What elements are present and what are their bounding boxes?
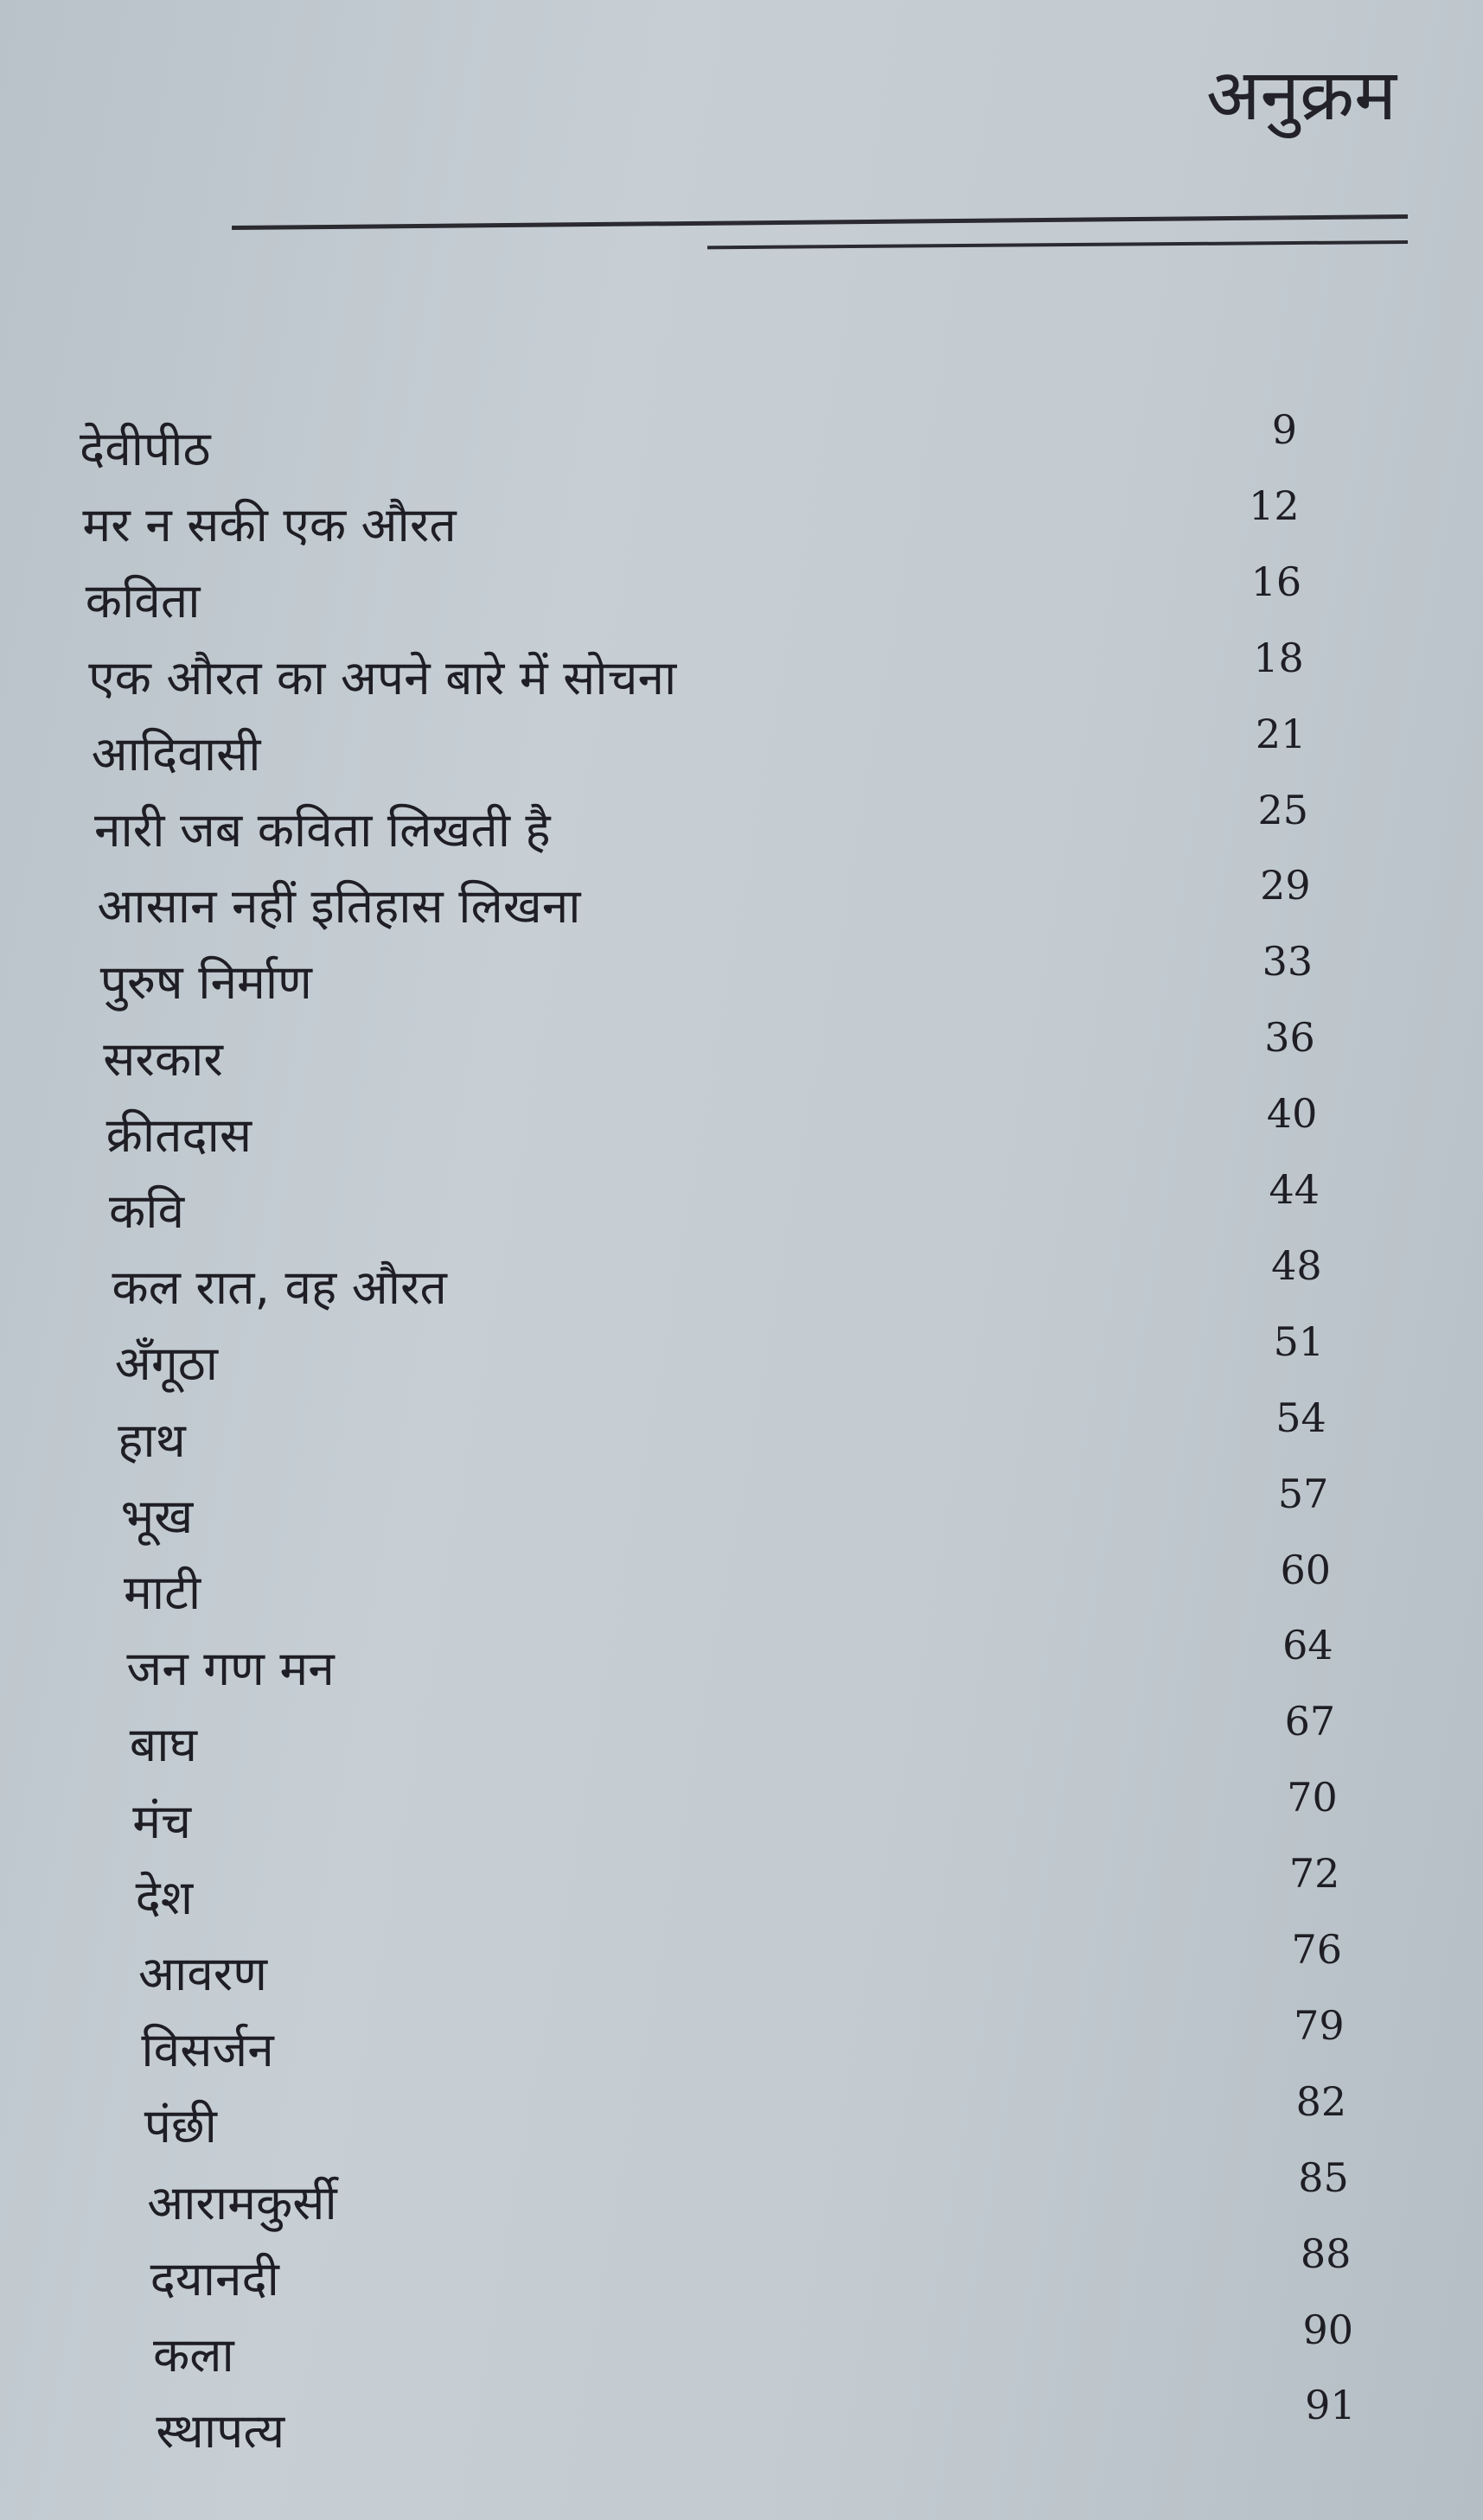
- toc-entry-title: क्रीतदास: [105, 1107, 252, 1163]
- toc-entry-page: 29: [1260, 862, 1311, 909]
- toc-entry-page: 85: [1298, 2153, 1349, 2201]
- toc-entry-title: पुरुष निर्माण: [99, 954, 312, 1011]
- toc-entry-page: 91: [1305, 2382, 1356, 2429]
- toc-entry-page: 12: [1249, 482, 1300, 529]
- toc-entry-page: 90: [1302, 2306, 1353, 2353]
- toc-entry-page: 82: [1295, 2077, 1347, 2125]
- toc-entry-page: 76: [1291, 1926, 1342, 1973]
- toc-entry-title: आवरण: [138, 1946, 268, 2001]
- toc-entry-page: 88: [1300, 2230, 1352, 2277]
- toc-entry-title: अँगूठा: [114, 1336, 218, 1392]
- toc-entry-title: हाथ: [118, 1412, 186, 1468]
- toc-entry-page: 57: [1277, 1470, 1329, 1517]
- toc-entry-page: 72: [1288, 1850, 1340, 1898]
- toc-entry-title: विसर्जन: [141, 2022, 274, 2078]
- toc-entry-title: आसान नहीं इतिहास लिखना: [97, 878, 581, 935]
- toc-entry-title: दयानदी: [150, 2250, 279, 2306]
- toc-entry-title: आरामकुर्सी: [147, 2174, 337, 2230]
- toc-entry-page: 54: [1275, 1394, 1326, 1441]
- title-rule-short: [707, 240, 1408, 249]
- toc-entry-page: 36: [1264, 1014, 1315, 1062]
- toc-entry-page: 51: [1273, 1317, 1325, 1365]
- toc-entry-title: कवि: [109, 1183, 185, 1239]
- toc-entry-page: 70: [1287, 1774, 1338, 1821]
- toc-entry-page: 60: [1280, 1546, 1331, 1593]
- toc-entry-page: 18: [1253, 634, 1304, 681]
- toc-entry-title: मंच: [132, 1793, 192, 1849]
- toc-entry-title: भूख: [120, 1488, 194, 1544]
- toc-entry-title: बाघ: [129, 1717, 197, 1773]
- toc-entry-page: 40: [1266, 1090, 1318, 1138]
- toc-entry-title: मर न सकी एक औरत: [82, 497, 457, 553]
- toc-entry-page: 25: [1257, 786, 1308, 833]
- toc-entry-title: सरकार: [103, 1030, 223, 1087]
- toc-entry-page: 33: [1262, 938, 1314, 986]
- toc-entry-title: एक औरत का अपने बारे में सोचना: [88, 649, 677, 705]
- toc-entry-page: 67: [1284, 1698, 1336, 1745]
- toc-entry-title: माटी: [124, 1565, 201, 1620]
- toc-entry-title: आदिवासी: [91, 725, 261, 782]
- toc-entry-title: पंछी: [144, 2098, 217, 2154]
- toc-entry-title: जन गण मन: [126, 1641, 335, 1697]
- toc-entry-title: देश: [135, 1869, 194, 1925]
- toc-entry-page: 9: [1271, 406, 1297, 453]
- toc-entry-title: कविता: [85, 573, 201, 629]
- toc-entry-page: 44: [1269, 1166, 1320, 1213]
- toc-entry-page: 48: [1271, 1241, 1322, 1289]
- toc-entry-title: देवीपीठ: [80, 421, 211, 476]
- toc-entry-title: नारी जब कविता लिखती है: [94, 802, 551, 858]
- toc-entry-page: 21: [1255, 710, 1307, 757]
- toc-entry-page: 16: [1250, 558, 1302, 605]
- toc-entry-page: 64: [1282, 1622, 1333, 1669]
- toc-entry-title: कला: [153, 2327, 234, 2383]
- toc-entry-title: स्थापत्य: [156, 2403, 285, 2459]
- title-rule-long: [232, 214, 1408, 230]
- page-title: अनुक्रम: [1205, 54, 1397, 137]
- toc-entry-title: कल रात, वह औरत: [112, 1260, 447, 1316]
- toc-entry-page: 79: [1294, 2001, 1345, 2049]
